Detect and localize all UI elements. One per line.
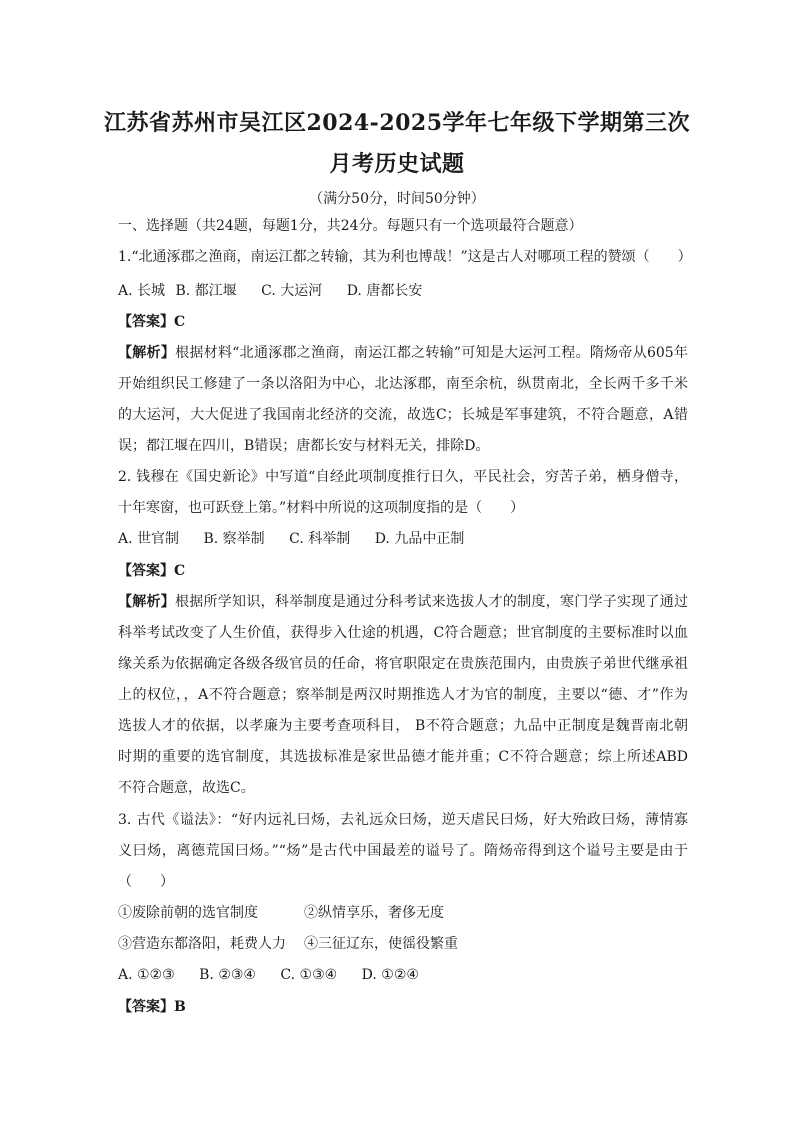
q2-analysis-line: 时期的重要的选官制度，其选拔标准是家世品德才能并重；C不符合题意；综上所述ABD	[118, 749, 688, 765]
q3-options	[118, 965, 688, 985]
q1-options	[118, 281, 688, 301]
q3-statement-1: ①废除前朝的选官制度	[118, 905, 258, 921]
q3-option-a: A. ①②③	[118, 967, 175, 983]
q2-option-a: A. 世官制	[118, 531, 180, 547]
q2-options	[118, 529, 688, 549]
document-title-line1: 江苏省苏州市吴江区2024-2025学年七年级下学期第三次	[103, 110, 691, 136]
q2-analysis-line: 选拔人才的依据，以孝廉为主要考查项科目， B不符合题意；九品中正制度是魏晋南北朝	[118, 718, 688, 734]
q1-option-d: D. 唐都长安	[346, 283, 423, 299]
q2-option-d: D. 九品中正制	[374, 531, 465, 547]
q1-analysis-text: 根据材料“北通涿郡之渔商，南运江都之转输”可知是大运河工程。隋炀帝从605年	[175, 345, 688, 361]
q3-answer: 【答案】B	[118, 999, 186, 1015]
q2-option-c: C. 科举制	[289, 531, 351, 547]
q3-option-d: D. ①②④	[361, 967, 419, 983]
q2-analysis-line: 科举考试改变了人生价值，获得步入仕途的机遇，C符合题意；世官制度的主要标准时以血	[118, 625, 688, 641]
q2-stem-line: 十年寒窗，也可跃登上第。”材料中所说的这项制度指的是（ ）	[118, 500, 525, 516]
q3-option-c: C. ①③④	[280, 967, 338, 983]
q1-option-a: A. 长城	[118, 283, 166, 299]
q3-statement-3: ③营造东都洛阳，耗费人力	[118, 936, 286, 952]
q3-option-b: B. ②③④	[199, 967, 256, 983]
q2-answer: 【答案】C	[118, 563, 186, 579]
q2-analysis-label: 【解析】	[118, 594, 176, 610]
q2-option-b: B. 察举制	[203, 531, 265, 547]
exam-info: （满分50分，时间50分钟）	[309, 191, 485, 207]
q1-analysis-line: 误；都江堰在四川，B错误；唐都长安与材料无关，排除D。	[118, 438, 490, 454]
q3-stem-line: 3. 古代《谥法》：“好内远礼曰炀，去礼远众曰炀，逆天虐民曰炀，好大殆政曰炀，薄情寡	[118, 812, 688, 828]
q3-statement-2: ②纵情享乐，奢侈无度	[304, 905, 444, 921]
q1-option-c: C. 大运河	[261, 283, 323, 299]
q3-statements-row	[118, 903, 688, 923]
q1-analysis-line: 的大运河，大大促进了我国南北经济的交流，故选C；长城是军事建筑，不符合题意，A错	[118, 407, 688, 423]
q2-analysis-text: 根据所学知识，科举制度是通过分科考试来选拔人才的制度，寒门学子实现了通过	[175, 594, 689, 610]
q3-stem-line: （ ）	[118, 874, 174, 890]
document-title-line2: 月考历史试题	[329, 151, 465, 177]
section-heading: 一、选择题（共24题，每题1分，共24分。每题只有一个选项最符合题意）	[118, 218, 583, 234]
q2-analysis-line: 缘关系为依据确定各级各级官员的任命，将官职限定在贵族范围内，由贵族子弟世代继承祖	[118, 656, 688, 672]
q3-statement-4: ④三征辽东，使徭役繁重	[304, 936, 458, 952]
q2-stem-line: 2. 钱穆在《国史新论》中写道“自经此项制度推行日久，平民社会，穷苦子弟，栖身僧寺，	[118, 469, 688, 485]
q1-analysis-label: 【解析】	[118, 345, 176, 361]
q2-analysis-line: 上的权位，，A不符合题意；察举制是两汉时期推选人才为官的制度，主要以“德、才”作为	[118, 687, 688, 703]
q3-statements-row	[118, 934, 688, 954]
q1-answer: 【答案】C	[118, 314, 186, 330]
q2-analysis-line: 不符合题意，故选C。	[118, 780, 255, 796]
q3-stem-line: 义曰炀，离德荒国曰炀。”“炀”是古代中国最差的谥号了。隋炀帝得到这个谥号主要是由于	[118, 843, 688, 859]
q1-analysis-line	[118, 343, 688, 363]
q1-analysis-line: 开始组织民工修建了一条以洛阳为中心，北达涿郡，南至余杭，纵贯南北，全长两千多千米	[118, 376, 688, 392]
q1-stem: 1.“北通涿郡之渔商，南运江都之转输，其为利也博哉！”这是古人对哪项工程的赞颂（ ）	[118, 249, 692, 265]
q2-analysis-line	[118, 592, 688, 612]
q1-option-b: B. 都江堰	[175, 283, 237, 299]
